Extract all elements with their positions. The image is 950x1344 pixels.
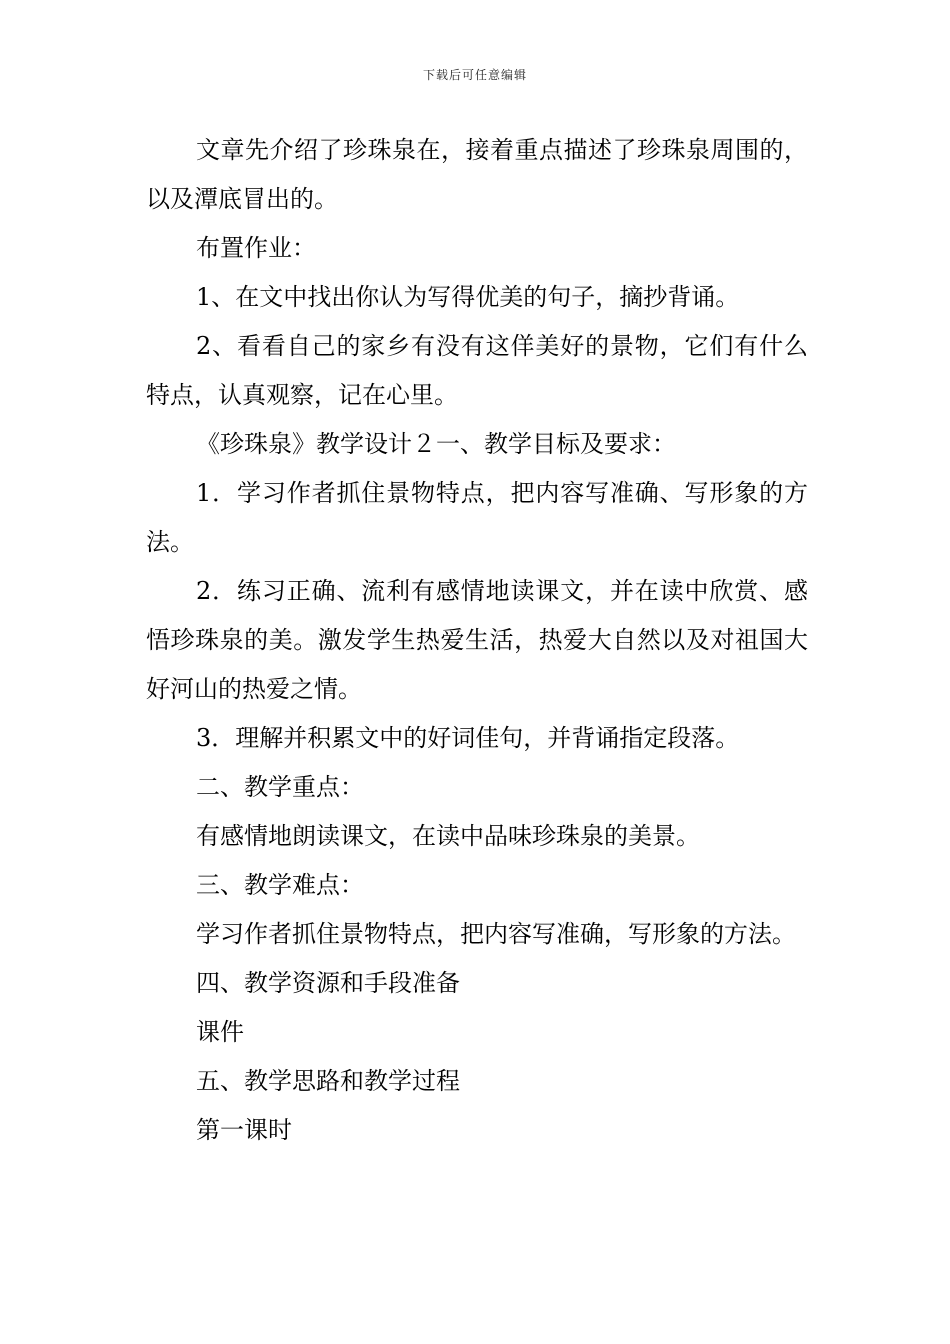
section-heading: 三、教学难点： (196, 871, 364, 899)
paragraph: 2、看看自己的家乡有没有这佯美好的景物，它们有什么特点，认真观察，记在心里。 (146, 332, 808, 409)
section-title: 《珍珠泉》教学设计２一、教学目标及要求： (196, 430, 676, 458)
paragraph: 课件 (196, 1018, 244, 1046)
document-body (146, 126, 808, 1155)
section-heading: 五、教学思路和教学过程 (196, 1067, 460, 1095)
paragraph: 第一课时 (196, 1116, 292, 1144)
paragraph: 3．理解并积累文中的好词佳句，并背诵指定段落。 (196, 724, 740, 752)
paragraph: 文章先介绍了珍珠泉在，接着重点描述了珍珠泉周围的，以及潭底冒出的。 (146, 136, 808, 213)
paragraph: 学习作者抓住景物特点，把内容写准确，写形象的方法。 (196, 920, 796, 948)
paragraph: 1．学习作者抓住景物特点，把内容写准确、写形象的方法。 (146, 479, 808, 556)
section-heading: 四、教学资源和手段准备 (196, 969, 460, 997)
paragraph: 2．练习正确、流利有感情地读课文，并在读中欣赏、感悟珍珠泉的美。激发学生热爱生活，热爱大自然以及对祖国大好河山的热爱之情。 (146, 577, 808, 703)
page-header-watermark: 下载后可任意编辑 (422, 68, 527, 82)
paragraph: 布置作业： (196, 234, 316, 262)
paragraph: 1、在文中找出你认为写得优美的句子，摘抄背诵。 (196, 283, 740, 311)
paragraph: 有感情地朗读课文，在读中品味珍珠泉的美景。 (196, 822, 700, 850)
section-heading: 二、教学重点： (196, 773, 364, 801)
